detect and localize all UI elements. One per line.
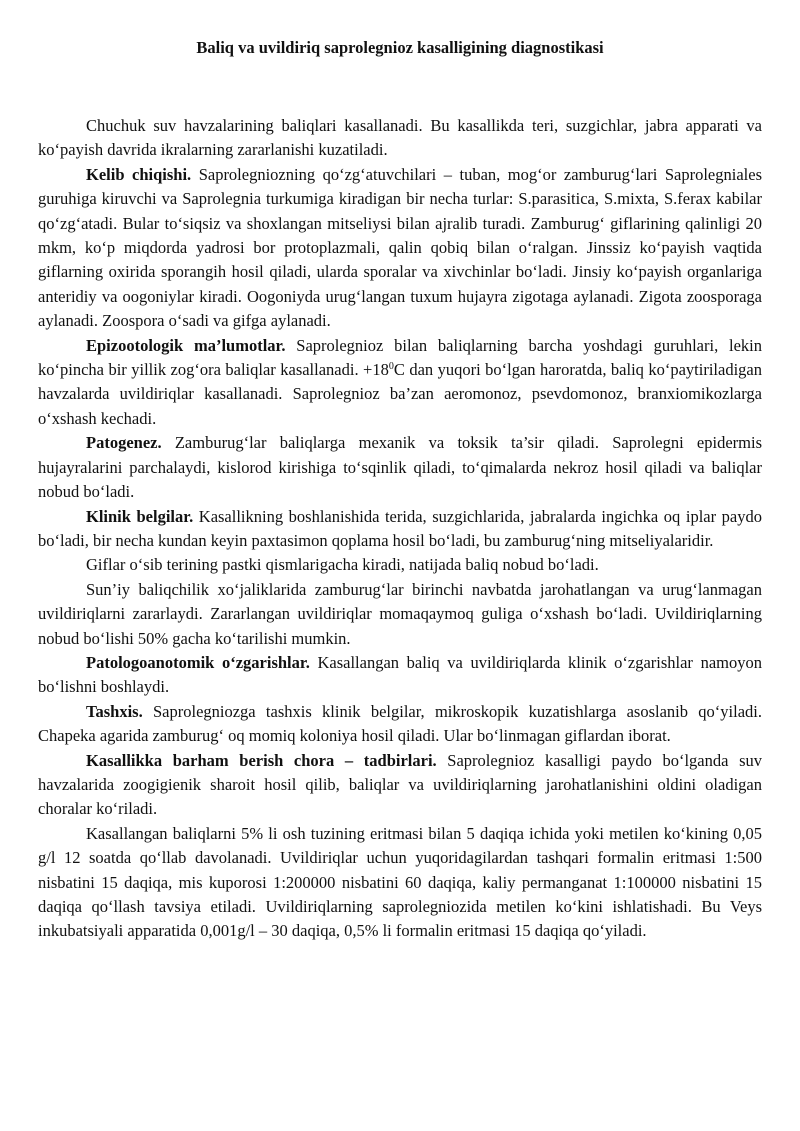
paragraph-text: Saprolegniozning qo‘zg‘atuvchilari – tuban, mog‘or zamburug‘lari Saprolegniales guruhiga kiruvchi va Saprolegnia turkumiga kiradigan bir necha turlar: S.parasitica, S.mixta, S.ferax kabilar qo‘zg‘atadi. Bular to‘siqsiz va shoxlangan mitseliysi bilan ajralib turadi. Zamburug‘ giflarining qalinligi 20 mkm, ko‘p miqdorda yadrosi bor protoplazmali, qalin qobiq bilan o‘ralgan. Jinssiz ko‘payish vaqtida giflarning oxirida sporangih hosil qiladi, ularda sporalar va xivchinlar bo‘ladi. Jinsiy ko‘payish organlariga anteridiy va oogoniylar kiradi. Oogoniyda urug‘langan tuxum hujayra zigotaga aylanadi. Zigota zoosporaga aylanadi. Zoospora o‘sadi va gifga aylanadi. (38, 164, 762, 331)
section-heading-origin: Kelib chiqishi. (86, 164, 192, 184)
paragraph-fish-farming (38, 578, 762, 651)
document-body (38, 114, 762, 944)
paragraph-text: Kasallangan baliqlarni 5% li osh tuzining eritmasi bilan 5 daqiqa ichida yoki metilen ko‘kining 0,05 g/l 12 soatda qo‘llab davolanadi. Uvildiriqlar uchun yuqoridagilardan tashqari formalin eritmasi 1:500 nisbatini 15 daqiqa, mis kuporosi 1:200000 nisbatini 60 daqiqa, kaliy permanganat 1:100000 nisbatini 15 daqiqa qo‘llash tavsiya etiladi. Uvildiriqlarning saprolegniozida metilen ko‘kini ishlatishadi. Bu Veys inkubatsiyali apparatida 0,001g/l – 30 daqiqa, 0,5% li formalin eritmasi 15 daqiqa qo‘yiladi. (38, 823, 762, 941)
degree-superscript: 0 (388, 361, 394, 373)
paragraph-text: Giflar o‘sib terining pastki qismlarigacha kiradi, natijada baliq nobud bo‘ladi. (86, 555, 599, 575)
paragraph-origin (38, 163, 762, 334)
paragraph-text: Sun’iy baliqchilik xo‘jaliklarida zamburug‘lar birinchi navbatda jarohatlangan va urug‘lanmagan uvildiriqlarni zararlaydi. Zararlangan uvildiriqlar momaqaymoq guliga o‘xshash bo‘ladi. Uvildiriqlarning nobud bo‘lishi 50% gacha ko‘tarilishi mumkin. (38, 579, 762, 648)
paragraph-text: Chuchuk suv havzalarining baliqlari kasallanadi. Bu kasallikda teri, suzgichlar, jabra apparati va ko‘payish davrida ikralarning zararlanishi kuzatiladi. (38, 116, 762, 160)
paragraph-text: Saprolegnioz bilan baliqlarning barcha yoshdagi guruhlari, lekin ko‘pincha bir yillik zog‘ora baliqlar kasallanadi. +18 (38, 335, 762, 380)
paragraph-intro (38, 114, 762, 163)
section-heading-clinical-signs: Klinik belgilar. (86, 506, 194, 526)
paragraph-text: Kasallangan baliq va uvildiriqlarda klinik o‘zgarishlar namoyon bo‘lishni boshlaydi. (38, 652, 762, 697)
paragraph-text: Saprolegnioz kasalligi paydo bo‘lganda suv havzalarida zoogigienik sharoit hosil qilib, baliqlar va uvildiriqlarning jarohatlanishini oldini oladigan choralar ko‘riladi. (38, 750, 763, 819)
paragraph-text: Zamburug‘lar baliqlarga mexanik va toksik ta’sir qiladi. Saprolegni epidermis hujayralarini parchalaydi, kislorod kirishiga to‘sqinlik qiladi, to‘qimalarda nekroz hosil qiladi va baliqlar nobud bo‘ladi. (38, 433, 762, 502)
section-heading-control-measures: Kasallikka barham berish chora – tadbirlari. (86, 750, 437, 770)
paragraph-treatment (38, 822, 762, 944)
paragraph-control-measures (38, 749, 762, 822)
section-heading-diagnosis: Tashxis. (86, 701, 143, 721)
section-heading-pathogenesis: Patogenez. (86, 433, 162, 453)
paragraph-text: C dan yuqori bo‘lgan haroratda, baliq ko‘paytiriladigan havzalarda uvildiriqlar kasallanadi. Saprolegnioz ba’zan aeromonoz, psevdomonoz, branxiomikozlarga o‘xshash kechadi. (38, 360, 762, 428)
paragraph-text: Saprolegniozga tashxis klinik belgilar, mikroskopik kuzatishlarga asoslanib qo‘yiladi. Chapeka agarida zamburug‘ oq momiq koloniya hosil qiladi. Ular bo‘linmagan giflardan iborat. (38, 701, 762, 746)
section-heading-epizootology: Epizootologik ma’lumotlar. (86, 335, 286, 355)
paragraph-pathogenesis (38, 431, 762, 504)
paragraph-text: Kasallikning boshlanishida terida, suzgichlarida, jabralarda ingichka oq iplar paydo bo‘ladi, bir necha kundan keyin paxtasimon qoplama hosil bo‘ladi, bu zamburug‘ning mitseliyalaridir. (38, 506, 762, 550)
paragraph-epizootology (38, 334, 762, 432)
paragraph-pathology (38, 651, 762, 700)
paragraph-hyphae (38, 553, 762, 577)
paragraph-diagnosis (38, 700, 762, 749)
document-title: Baliq va uvildiriq saprolegnioz kasalligining diagnostikasi (196, 38, 604, 57)
section-heading-pathology: Patologoanotomik o‘zgarishlar. (86, 652, 310, 672)
paragraph-clinical-signs (38, 505, 762, 554)
document-page (38, 0, 762, 944)
